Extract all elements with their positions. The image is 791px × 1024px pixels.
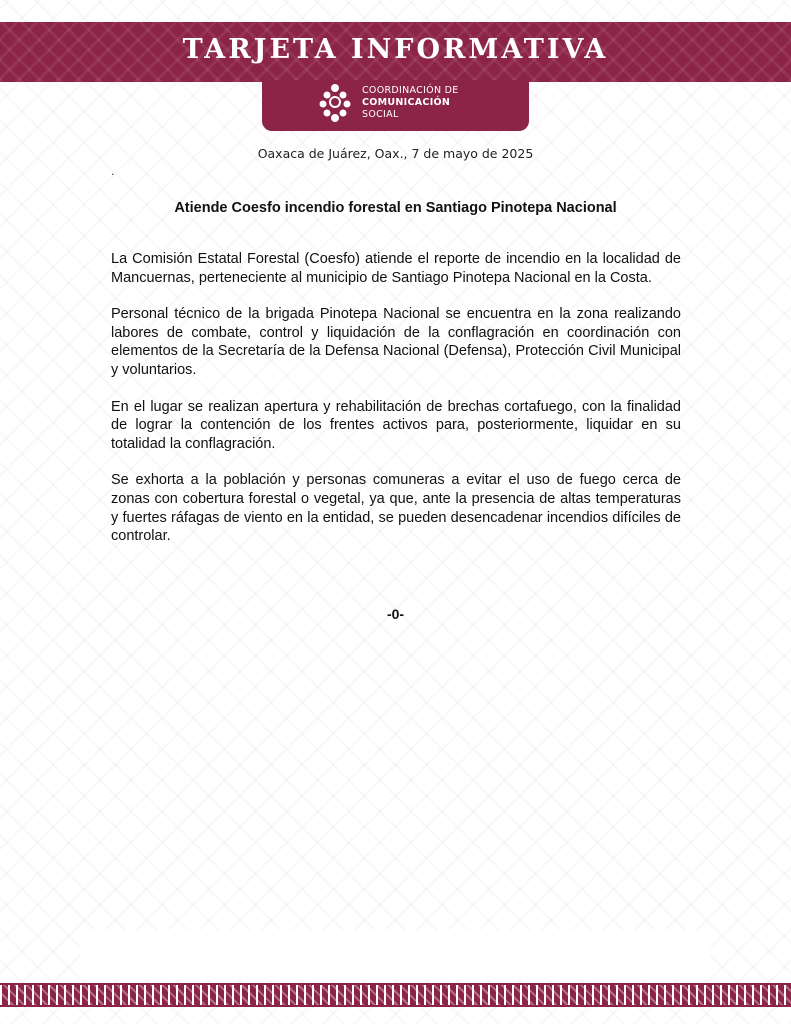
coordination-logo-icon [315,80,355,125]
footer-blank-area [80,930,710,980]
paragraph-4: Se exhorta a la población y personas comuneras a evitar el uso de fuego cerca de zonas con cobertura forestal o vegetal, ya que, ante la presencia de altas temperaturas y fuertes ráfagas de viento en la entidad, se pueden desencadenar incendios difíciles de controlar. [111,472,681,545]
logo-text [362,85,459,121]
footer-line-bottom [0,1005,791,1007]
marker-dot: . [111,164,115,178]
logo-line-3: SOCIAL [362,109,399,120]
logo-line-2: COMUNICACIÓN [362,97,451,108]
headline: Atiende Coesfo incendio forestal en Santiago Pinotepa Nacional [174,200,617,216]
footer-band [0,985,791,1005]
paragraph-2: Personal técnico de la brigada Pinotepa Nacional se encuentra en la zona realizando labores de combate, control y liquidación de la conflagración en coordinación con elementos de la Secretaría de la Defensa Nacional (Defensa), Protección Civil Municipal y voluntarios. [111,306,681,378]
paragraph-1: La Comisión Estatal Forestal (Coesfo) atiende el reporte de incendio en la localidad de Mancuernas, perteneciente al municipio de Santiago Pinotepa Nacional en la Costa. [111,251,681,286]
logo-line-1: COORDINACIÓN DE [362,85,459,96]
dateline: Oaxaca de Juárez, Oax., 7 de mayo de 2025 [257,146,534,161]
body-text [111,250,681,564]
end-mark: -0- [386,606,405,622]
paragraph-3: En el lugar se realizan apertura y rehabilitación de brechas cortafuego, con la finalidad de lograr la contención de los frentes activos para, posteriormente, liquidar en su totalidad la conflagración. [111,398,681,452]
document-title: TARJETA INFORMATIVA [182,34,609,65]
